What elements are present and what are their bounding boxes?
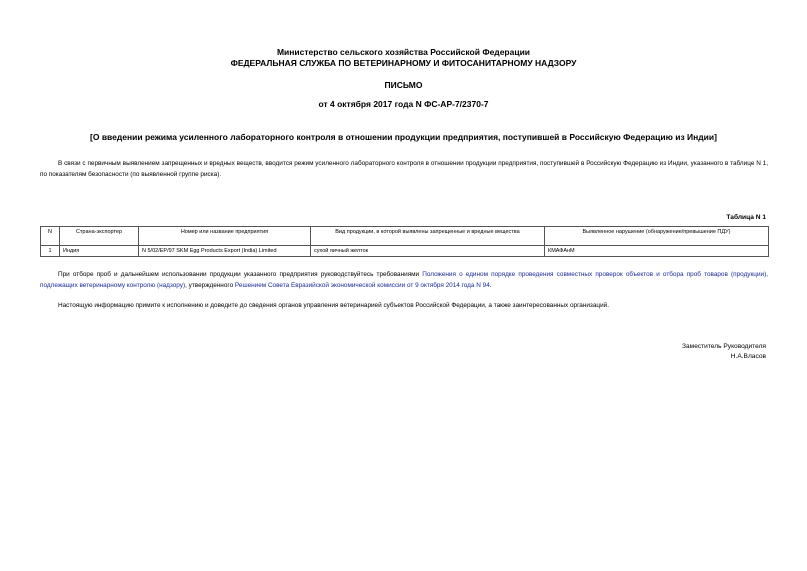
requirements-text-start: При отборе проб и дальнейшем использовании продукции указанного предприятия руководствуйтесь требованиями xyxy=(58,271,423,278)
requirements-paragraph xyxy=(40,269,768,291)
requirements-text-middle: , утвержденного xyxy=(185,282,235,289)
column-header-country: Страна-экспортер xyxy=(60,227,139,246)
document-date-number: от 4 октября 2017 года N ФС-АР-7/2370-7 xyxy=(318,99,489,109)
requirements-text-end: . xyxy=(489,282,492,289)
column-header-enterprise: Номер или название предприятия xyxy=(139,227,311,246)
cell-country: Индия xyxy=(60,246,139,257)
instruction-paragraph: Настоящую информацию примите к исполнению и доведите до сведения органов управления ветеринарией субъектов Российской Федерации, а также заинтересованных организаций. xyxy=(58,302,609,309)
cell-number: 1 xyxy=(41,246,60,257)
table-row xyxy=(41,246,769,257)
cell-enterprise: N 5/02/EP/97 SKM Egg Products Export (India) Limited xyxy=(139,246,311,257)
cell-violation: КМАФАнМ xyxy=(545,246,769,257)
intro-paragraph: В связи с первичным выявлением запрещенных и вредных веществ, вводится режим усиленного лабораторного контроля в отношении продукции предприятия, поступившей в Российскую Федерацию из Индии, указанного в таблице N 1, по показателям безопасности (по выявленной группе риска). xyxy=(40,160,768,178)
document-subject: [О введении режима усиленного лабораторного контроля в отношении продукции предприятия, поступившей в Российскую Федерацию из Индии] xyxy=(90,132,717,142)
table-header-row xyxy=(41,227,769,246)
regulation-link[interactable]: Положения о едином порядке проведения совместных проверок объектов и отбора проб товаров (продукции), подлежащих ветеринарному контролю (надзору) xyxy=(40,271,768,289)
signature-position: Заместитель Руководителя xyxy=(682,343,766,350)
ministry-title: Министерство сельского хозяйства Российской Федерации xyxy=(276,47,531,57)
cell-product: сухой яичный желток xyxy=(311,246,545,257)
decision-link[interactable]: Решением Совета Евразийской экономической комиссии от 9 октября 2014 года N 94 xyxy=(234,282,490,289)
column-header-product: Вид продукции, в которой выявлены запрещенные и вредные вещества xyxy=(311,227,545,246)
service-title: ФЕДЕРАЛЬНАЯ СЛУЖБА ПО ВЕТЕРИНАРНОМУ И ФИТОСАНИТАРНОМУ НАДЗОРУ xyxy=(230,58,577,68)
violations-table xyxy=(40,226,769,257)
column-header-number: N xyxy=(41,227,60,246)
table-caption: Таблица N 1 xyxy=(726,214,766,221)
signature-name: Н.А.Власов xyxy=(730,353,766,360)
document-type: ПИСЬМО xyxy=(384,80,423,90)
column-header-violation: Выявленное нарушение (обнаружение/превышение ПДУ) xyxy=(545,227,769,246)
